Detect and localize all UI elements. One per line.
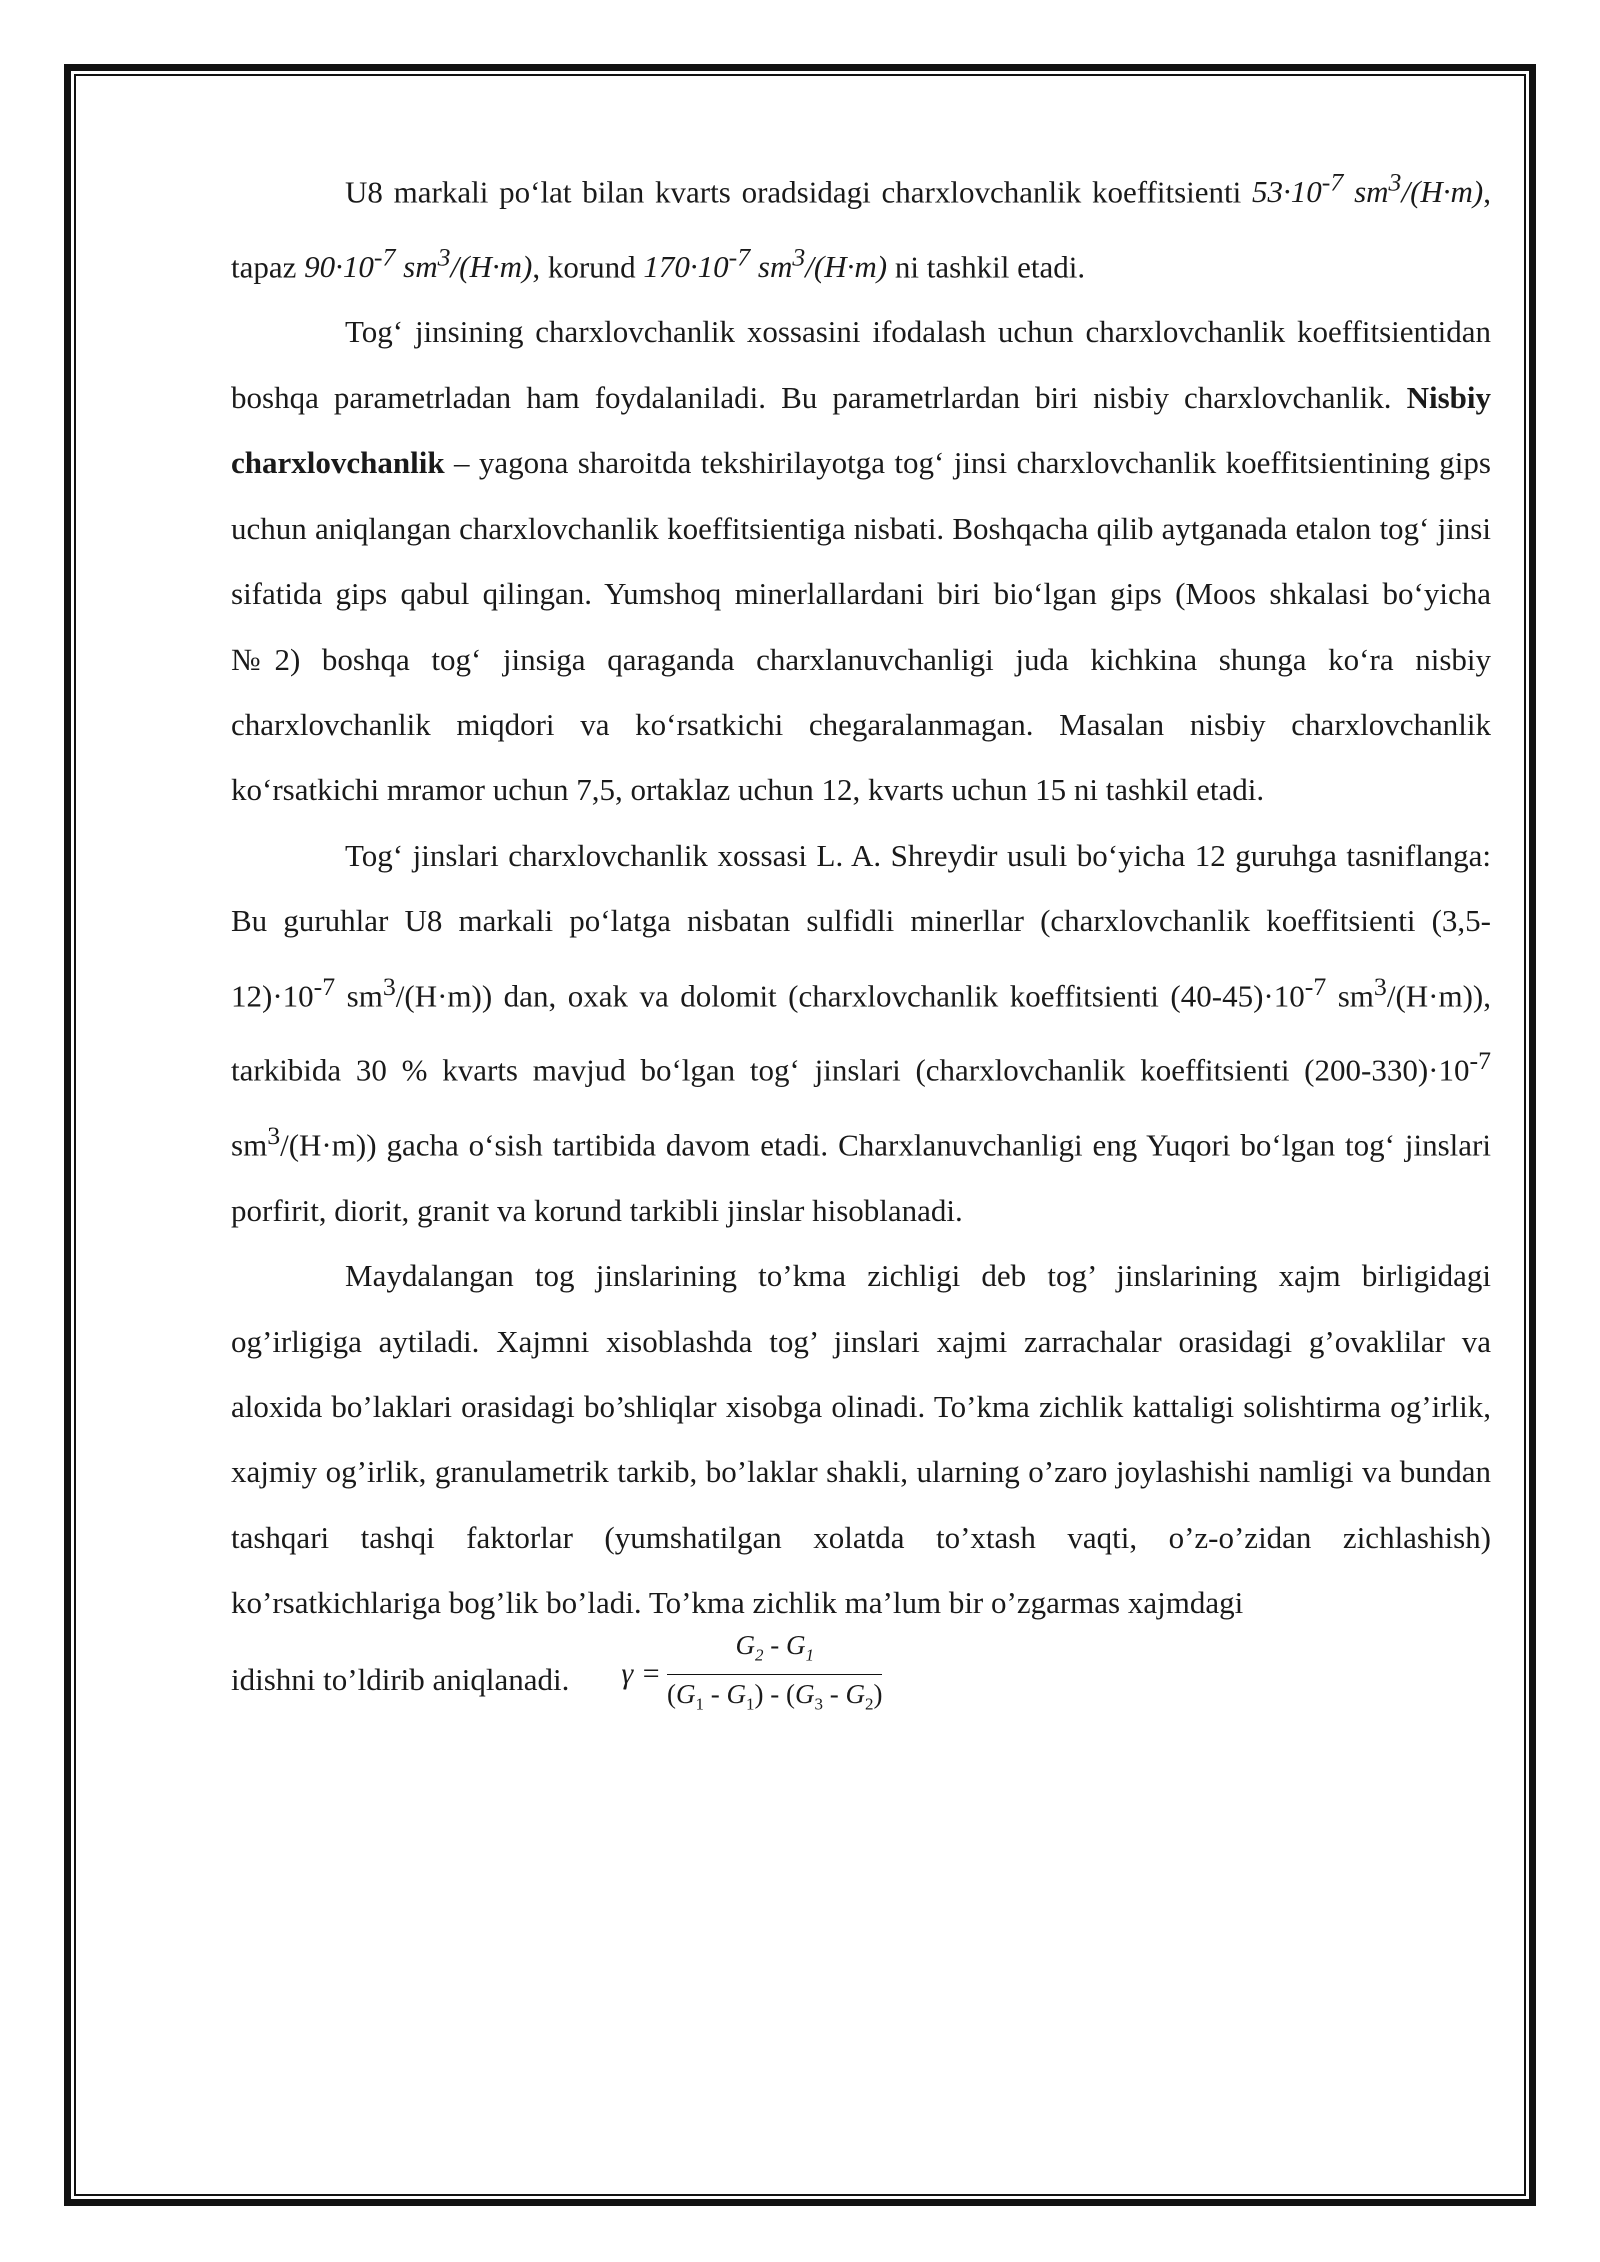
formula-numerator: $G_2 - G_1$ <box>667 1628 883 1675</box>
paragraph-4: Maydalangan tog jinslarining to’kma zichligi deb tog’ jinslarining xajm birligidagi og’irligiga aytiladi. Xajmni xisoblashda tog’ jinslari xajmi zarrachalar orasidagi g’ovaklilar va aloxida bo’laklari orasidagi bo’shliqlar xisobga olinadi. To’kma zichlik kattaligi solishtirma og’irlik, xajmiy og’irlik, granulametrik tarkib, bo’laklar shakli, ularning o’zaro joylashishi namligi va bundan tashqari tashqi faktorlar (yumshatilgan xolatda to’xtash vaqti, o’z-o’zidan zichlashish) ko’rsatkichlariga bog’lik bo’ladi. To’kma zichlik ma’lum bir o’zgarmas xajmdagi <box>231 1258 1491 1621</box>
formula-denominator: $(G_1 - G_1) - (G_3 - G_2)$ <box>666 1678 883 1714</box>
value-topaz: $90\cdot 10^{-7}$ $sm^3/(H\cdot m)$ <box>304 242 533 285</box>
term-bold: Nisbiy charxlovchanlik <box>231 379 1491 481</box>
document-body <box>231 150 1491 1729</box>
value-corundum: $170\cdot 10^{-7}$ $sm^3/(H\cdot m)$ <box>643 242 888 285</box>
paragraph-1: U8 markali po‘lat bilan kvarts oradsidagi charxlovchanlik koeffitsienti $53\cdot 10^{-7}$ $sm^3/(H\cdot m)$, tapaz $90\cdot 10^{-7}$ $sm^3/(H\cdot m)$, korund $170\cdot 10^{-7}$ $sm^3/(H\cdot m)$ ni tashkil etadi. <box>231 168 1492 285</box>
density-formula <box>621 1628 882 1722</box>
value-quartz: $53\cdot 10^{-7}$ $sm^3/(H\cdot m)$ <box>1252 168 1484 210</box>
paragraph-2: Tog‘ jinsining charxlovchanlik xossasini ifodalash uchun charxlovchanlik koeffitsientidan boshqa parametrladan ham foydalaniladi. Bu parametrlardan biri nisbiy charxlovchanlik. Nisbiy charxlovchanlik – yagona sharoitda tekshirilayotga tog‘ jinsi charxlovchanlik koeffitsientining gips uchun aniqlangan charxlovchanlik koeffitsientiga nisbati. Boshqacha qilib aytganada etalon tog‘ jinsi sifatida gips qabul qilingan. Yumshoq minerlallardani biri bio‘lgan gips (Moos shkalasi bo‘yicha №2) boshqa tog‘ jinsiga qaraganda charxlanuvchanligi juda kichkina shunga ko‘ra nisbiy charxlovchanlik miqdori va ko‘rsatkichi chegaralanmagan. Masalan nisbiy charxlovchanlik ko‘rsatkichi mramor uchun 7,5, ortaklaz uchun 12, kvarts uchun 15 ni tashkil etadi. <box>231 314 1491 808</box>
paragraph-5: idishni to’ldirib aniqlanadi. γ = $\frac{G_2 - G_1}{(G_1 - G_1) - (G_3 - G_2)}$ <box>231 1636 1491 1730</box>
formula-lhs: γ = <box>621 1657 661 1691</box>
paragraph-3: Tog‘ jinslari charxlovchanlik xossasi L. A. Shreydir usuli bo‘yicha 12 guruhga tasniflanga: Bu guruhlar U8 markali po‘latga nisbatan sulfidli minerllar (charxlovchanlik koeffitsienti $(3,5-12)\cdot 10^{-7}$ $sm^3/(H\cdot m)$) dan, oxak va dolomit (charxlovchanlik koeffitsienti $(40-45)\cdot 10^{-7}$ $sm^3/(H\cdot m)$), tarkibida 30 % kvarts mavjud bo‘lgan tog‘ jinslari (charxlovchanlik koeffitsienti $(200-330)\cdot 10^{-7}$ $sm^3/(H\cdot m)$) gacha o‘sish tartibida davom etadi. Charxlanuvchanligi eng Yuqori bo‘lgan tog‘ jinslari porfirit, diorit, granit va korund tarkibli jinslar hisoblanadi. <box>231 837 1491 1228</box>
formula-fraction <box>667 1628 883 1722</box>
